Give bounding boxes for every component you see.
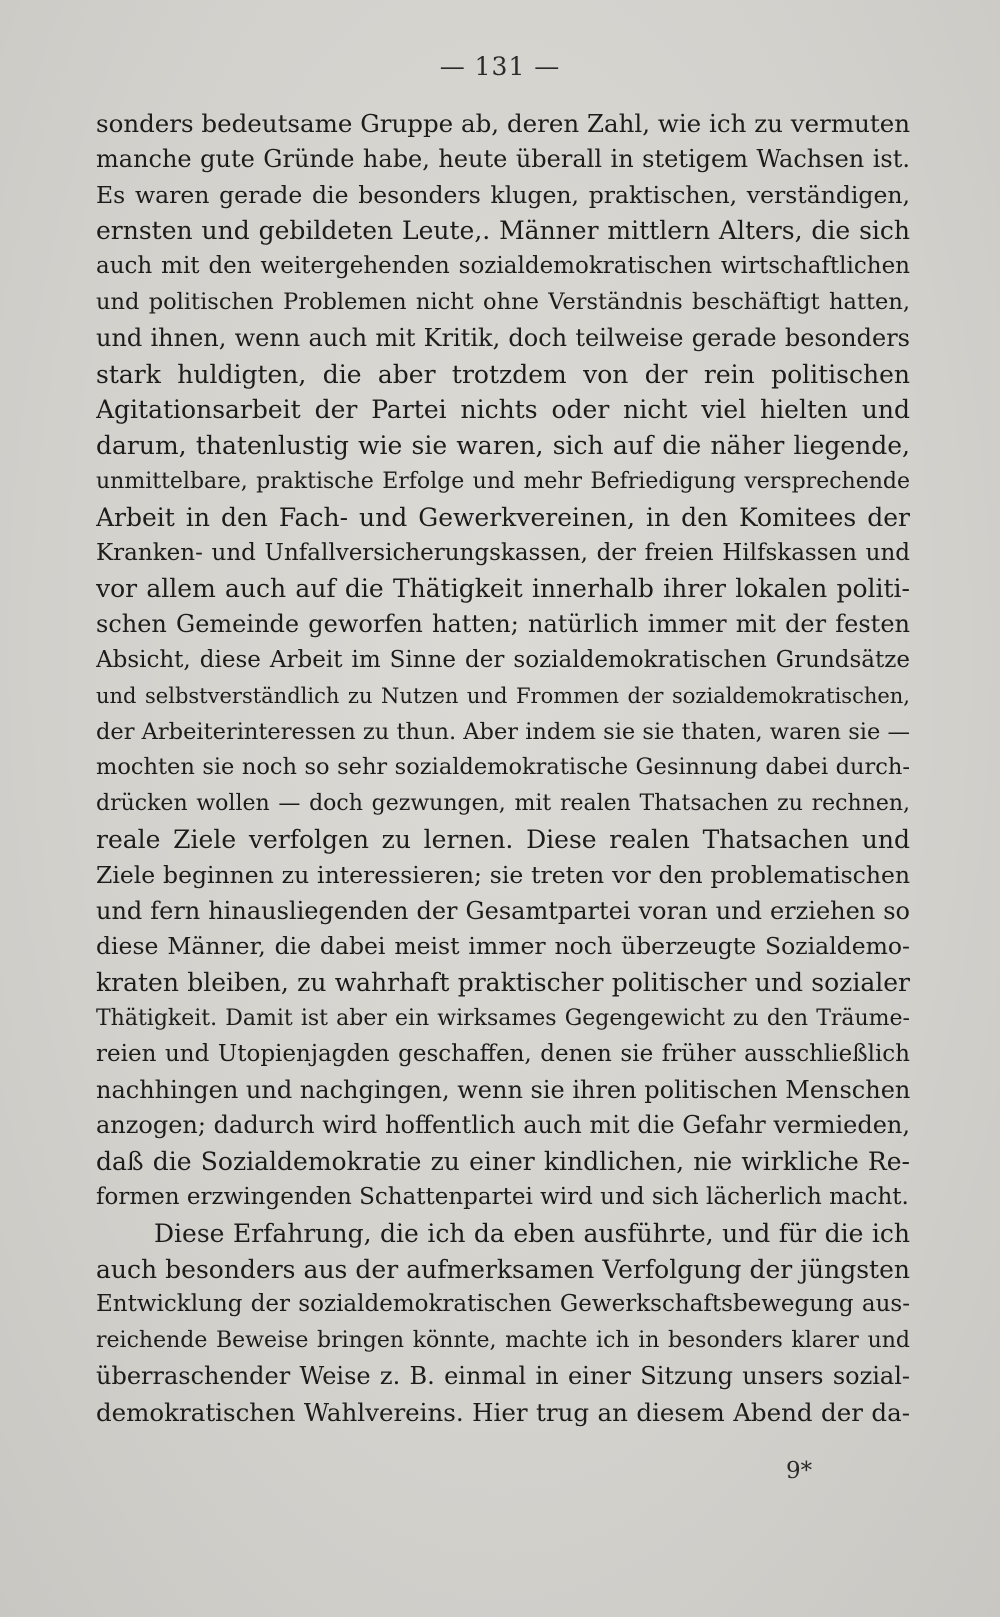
text-line: Entwicklung der sozialdemokratischen Gewerkschaftsbewegung aus- bbox=[96, 1291, 910, 1318]
text-line: sonders bedeutsame Gruppe ab, deren Zahl, wie ich zu vermuten bbox=[96, 109, 910, 138]
text-line: drücken wollen — doch gezwungen, mit realen Thatsachen zu rechnen, bbox=[96, 791, 910, 817]
text-line: reale Ziele verfolgen zu lernen. Diese realen Thatsachen und bbox=[96, 824, 910, 854]
text-line: mochten sie noch so sehr sozialdemokratische Gesinnung dabei durch- bbox=[96, 754, 910, 781]
text-line: Ziele beginnen zu interessieren; sie treten vor den problematischen bbox=[96, 860, 910, 889]
text-line: und ihnen, wenn auch mit Kritik, doch teilweise gerade besonders bbox=[96, 323, 910, 352]
text-line: überraschender Weise z. B. einmal in einer Sitzung unsers sozial- bbox=[96, 1361, 910, 1390]
text-line: und fern hinausliegenden der Gesamtpartei voran und erziehen so bbox=[96, 896, 910, 925]
text-line: Es waren gerade die besonders klugen, praktischen, verständigen, bbox=[96, 180, 910, 209]
text-line: Thätigkeit. Damit ist aber ein wirksames Gegengewicht zu den Träume- bbox=[96, 1005, 910, 1031]
text-line: demokratischen Wahlvereins. Hier trug an diesem Abend der da- bbox=[96, 1397, 910, 1427]
paragraph-1 bbox=[96, 106, 910, 1216]
signature-mark: 9* bbox=[786, 1458, 813, 1484]
text-line: manche gute Gründe habe, heute überall in stetigem Wachsen ist. bbox=[96, 144, 910, 173]
page-number: — 131 — bbox=[439, 52, 561, 81]
text-line: und politischen Problemen nicht ohne Verständnis beschäftigt hatten, bbox=[96, 288, 910, 315]
text-line: Absicht, diese Arbeit im Sinne der sozialdemokratischen Grundsätze bbox=[96, 646, 910, 673]
text-line: anzogen; dadurch wird hoffentlich auch mit die Gefahr vermieden, bbox=[96, 1111, 910, 1140]
text-line: stark huldigten, die aber trotzdem von der rein politischen bbox=[96, 359, 910, 389]
text-line: und selbstverständlich zu Nutzen und Frommen der sozialdemokratischen, bbox=[96, 683, 910, 708]
text-line: Agitationsarbeit der Partei nichts oder nicht viel hielten und bbox=[96, 395, 910, 425]
text-line: vor allem auch auf die Thätigkeit innerhalb ihrer lokalen politi- bbox=[96, 574, 910, 604]
text-line: reichende Beweise bringen könnte, machte ich in besonders klarer und bbox=[96, 1328, 910, 1354]
text-line: diese Männer, die dabei meist immer noch überzeugte Sozialdemo- bbox=[96, 932, 910, 961]
text-line: ernsten und gebildeten Leute,. Männer mittlern Alters, die sich bbox=[96, 216, 910, 246]
text-line: auch besonders aus der aufmerksamen Verfolgung der jüngsten bbox=[96, 1254, 910, 1284]
text-line: auch mit den weitergehenden sozialdemokratischen wirtschaftlichen bbox=[96, 253, 910, 280]
text-line: Arbeit in den Fach- und Gewerkvereinen, in den Komitees der bbox=[96, 502, 910, 532]
text-line: kraten bleiben, zu wahrhaft praktischer politischer und sozialer bbox=[96, 968, 910, 998]
text-line: unmittelbare, praktische Erfolge und mehr Befriedigung versprechende bbox=[96, 468, 910, 494]
text-line: formen erzwingenden Schattenpartei wird und sich lächerlich macht. bbox=[96, 1183, 909, 1210]
body-text bbox=[96, 106, 910, 1430]
text-line: nachhingen und nachgingen, wenn sie ihren politischen Menschen bbox=[96, 1075, 910, 1104]
text-line: Kranken- und Unfallversicherungskassen, der freien Hilfskassen und bbox=[96, 539, 910, 566]
paragraph-2 bbox=[96, 1216, 910, 1431]
text-line: Diese Erfahrung, die ich da eben ausführte, und für die ich bbox=[154, 1218, 910, 1248]
text-line: reien und Utopienjagden geschaffen, denen sie früher ausschließlich bbox=[96, 1040, 910, 1067]
text-line: darum, thatenlustig wie sie waren, sich auf die näher liegende, bbox=[96, 431, 910, 461]
text-line: der Arbeiterinteressen zu thun. Aber indem sie sie thaten, waren sie — bbox=[96, 718, 910, 745]
text-line: daß die Sozialdemokratie zu einer kindlichen, nie wirkliche Re- bbox=[96, 1147, 910, 1177]
text-line: schen Gemeinde geworfen hatten; natürlich immer mit der festen bbox=[96, 610, 910, 639]
